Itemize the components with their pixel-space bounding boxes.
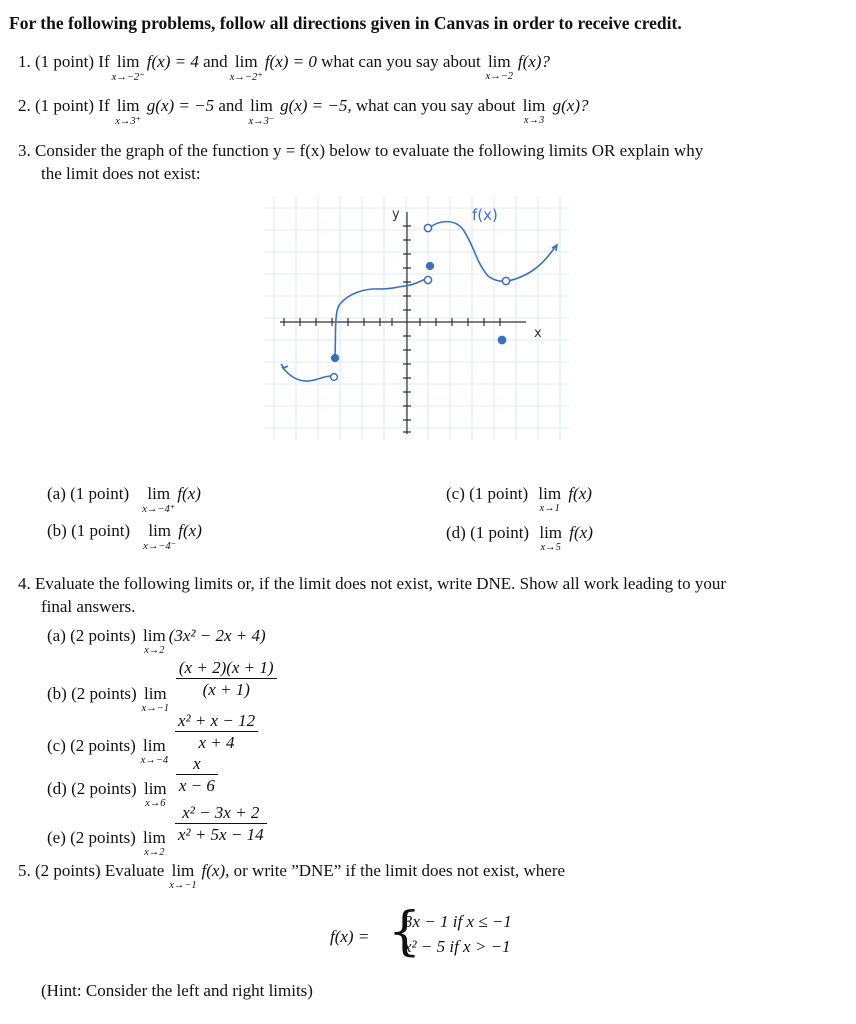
limit-1: lim x→3⁺ [115, 96, 142, 127]
x-axis-label: x [534, 326, 542, 341]
limit-2: lim x→3⁻ [248, 96, 275, 127]
graph-grid [264, 196, 569, 440]
question-3d: (d) (1 point) lim x→5 f(x) [446, 523, 593, 553]
question-3a: (a) (1 point) lim x→−4⁺ f(x) [47, 484, 201, 515]
question-number: 2. [18, 96, 31, 115]
limit-3: lim x→−2 [485, 52, 514, 82]
question-2 [18, 96, 589, 127]
limit-1-expr: g(x) = −5 [146, 96, 215, 115]
instructions-header: For the following problems, follow all directions given in Canvas in order to receive credit. [9, 13, 682, 33]
question-3-line-2: the limit does not exist: [41, 164, 201, 183]
function-graph [264, 196, 569, 440]
piecewise-case-2: x² − 5 if x > −1 [404, 937, 511, 956]
text: and [203, 52, 228, 71]
text: what can you say about [355, 96, 516, 115]
points: (1 point) [35, 96, 95, 115]
question-1 [18, 52, 550, 83]
piecewise-fx: f(x) = [330, 927, 370, 946]
text: If [98, 52, 110, 71]
question-5: 5. (2 points) Evaluate lim x→−1 f(x), or write ”DNE” if the limit does not exist, where [18, 861, 566, 891]
text: If [98, 96, 110, 115]
question-4d: (d) (2 points) lim x→6 $\frac{x}{x - 6}$ [47, 756, 220, 798]
points: (1 point) [35, 52, 95, 71]
limit-3-expr: g(x)? [552, 96, 589, 115]
graph-points [331, 224, 510, 380]
function-label: f(x) [472, 206, 498, 224]
piecewise-case-1: 3x − 1 if x ≤ −1 [404, 912, 512, 931]
limit-3-expr: f(x)? [517, 52, 550, 71]
question-3-line-1: 3. Consider the graph of the function y = f(x) below to evaluate the following limits OR explain why [18, 141, 704, 160]
limit-3: lim x→3 [522, 96, 546, 126]
question-4-line-1: 4. Evaluate the following limits or, if the limit does not exist, write DNE. Show all work leading to your [18, 574, 727, 593]
question-number: 1. [18, 52, 31, 71]
limit-2: lim x→−2⁺ [229, 52, 263, 83]
limit-1: lim x→−2⁻ [111, 52, 145, 83]
limit-1-expr: f(x) = 4 [146, 52, 199, 71]
question-4a: (a) (2 points) lim x→2 (3x² − 2x + 4) [47, 626, 266, 656]
text: and [218, 96, 243, 115]
question-4b: (b) (2 points) lim x→−1 $\frac{(x + 2)(x + 1)}{(x + 1)}$ [47, 660, 279, 702]
limit-2-expr: g(x) = −5, [280, 96, 352, 115]
limit-2-expr: f(x) = 0 [264, 52, 317, 71]
graph-axes [280, 212, 526, 434]
y-axis-label: y [392, 207, 400, 222]
piecewise-brace: { [388, 902, 422, 962]
hint: (Hint: Consider the left and right limits) [41, 981, 313, 1000]
question-4e: (e) (2 points) lim x→2 $\frac{\text{x² − 3x + 2}}{\text{x² + 5x − 14}}$ [47, 805, 269, 847]
text: what can you say about [321, 52, 481, 71]
question-4-line-2: final answers. [41, 597, 136, 616]
question-4c: (c) (2 points) lim x→−4 $\frac{\text{x² + x − 12}}{x + 4}$ [47, 713, 260, 755]
question-3b: (b) (1 point) lim x→−4⁻ f(x) [47, 521, 202, 552]
question-3c: (c) (1 point) lim x→1 f(x) [446, 484, 592, 514]
